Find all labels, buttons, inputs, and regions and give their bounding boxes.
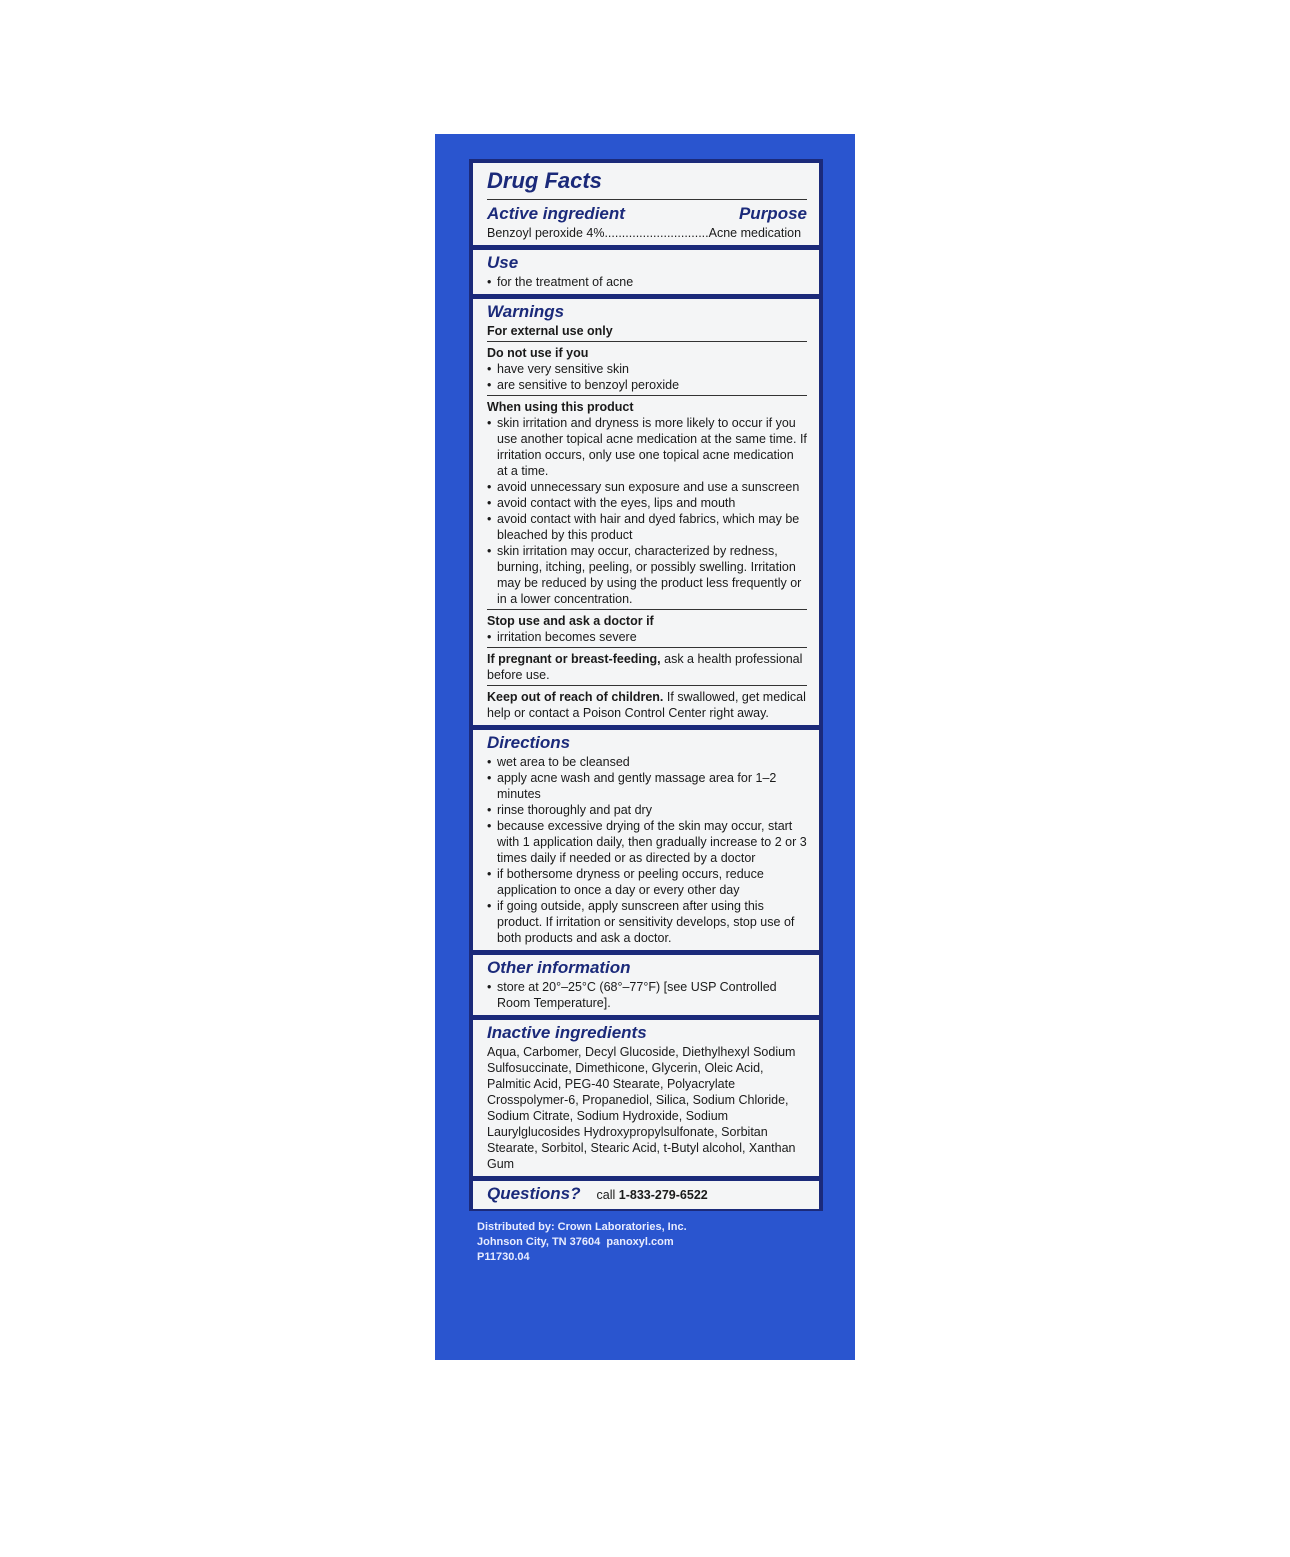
- divider: [487, 647, 807, 648]
- list-item: • avoid unnecessary sun exposure and use a sunscreen: [487, 479, 807, 495]
- directions-heading: Directions: [487, 733, 571, 752]
- list-item: • wet area to be cleansed: [487, 754, 807, 770]
- list-item: • apply acne wash and gently massage area for 1–2 minutes: [487, 770, 807, 802]
- list-item: • avoid contact with the eyes, lips and mouth: [487, 495, 807, 511]
- list-item: • if bothersome dryness or peeling occurs, reduce application to once a day or every other day: [487, 866, 807, 898]
- questions-contact: [597, 1187, 708, 1203]
- list-item: • because excessive drying of the skin may occur, start with 1 application daily, then gradually increase to 2 or 3 times daily if needed or as directed by a doctor: [487, 818, 807, 866]
- stop-use-list: [487, 629, 807, 645]
- divider: [487, 341, 807, 342]
- children-label: Keep out of reach of children.: [487, 690, 664, 704]
- active-ingredient-name: Benzoyl peroxide 4%: [487, 226, 605, 240]
- questions-heading: Questions?: [487, 1184, 581, 1203]
- active-ingredient-row: [487, 225, 807, 241]
- stop-use-label: Stop use and ask a doctor if: [487, 614, 654, 628]
- list-item: • skin irritation and dryness is more likely to occur if you use another topical acne medication at the same time. If irritation occurs, only use one topical acne medication at a time.: [487, 415, 807, 479]
- call-label: call: [596, 1188, 616, 1202]
- active-header-row: [487, 203, 807, 225]
- active-ingredient-purpose: Acne medication: [708, 226, 802, 240]
- pregnancy-warning: [487, 651, 807, 683]
- inactive-ingredients-text: Aqua, Carbomer, Decyl Glucoside, Diethylhexyl Sodium Sulfosuccinate, Dimethicone, Glycerin, Oleic Acid, Palmitic Acid, PEG-40 Stearate, Polyacrylate Crosspolymer-6, Propanediol, Silica, Sodium Chloride, Sodium Citrate, Sodium Hydroxide, Sodium Laurylglucosides Hydroxypropylsulfonate, Sorbitan Stearate, Sorbitol, Stearic Acid, t-Butyl alcohol, Xanthan Gum: [487, 1045, 796, 1171]
- divider: [487, 395, 807, 396]
- directions-section: [472, 729, 820, 951]
- distributor-line: Distributed by: Crown Laboratories, Inc.: [477, 1221, 687, 1233]
- list-item: • store at 20°–25°C (68°–77°F) [see USP Controlled Room Temperature].: [487, 979, 807, 1011]
- other-information-list: [487, 979, 807, 1011]
- questions-row: [487, 1183, 807, 1205]
- divider: [487, 685, 807, 686]
- list-item: • rinse thoroughly and pat dry: [487, 802, 807, 818]
- other-information-heading: Other information: [487, 958, 631, 977]
- active-ingredient-heading: Active ingredient: [487, 204, 625, 223]
- drug-facts-title: Drug Facts: [487, 168, 602, 193]
- phone-number: 1-833-279-6522: [618, 1188, 708, 1202]
- use-list: [487, 274, 807, 290]
- distributor-address: Johnson City, TN 37604 panoxyl.com: [477, 1236, 674, 1248]
- drug-facts-panel: [469, 159, 823, 1211]
- list-item: • for the treatment of acne: [487, 274, 807, 290]
- other-information-section: [472, 954, 820, 1016]
- warnings-section: [472, 298, 820, 726]
- product-code: P11730.04: [477, 1251, 530, 1263]
- use-heading: Use: [487, 253, 519, 272]
- list-item: • skin irritation may occur, characterized by redness, burning, itching, peeling, or possibly swelling. Irritation may be reduced by using the product less frequently or in a lower concentration.: [487, 543, 807, 607]
- leader-dots: ..............................: [604, 226, 709, 240]
- children-warning: [487, 689, 807, 721]
- pregnancy-label: If pregnant or breast-feeding,: [487, 652, 661, 666]
- inactive-ingredients-heading: Inactive ingredients: [487, 1023, 647, 1042]
- do-not-use-label: Do not use if you: [487, 346, 589, 360]
- list-item: • are sensitive to benzoyl peroxide: [487, 377, 807, 393]
- inactive-ingredients-section: [472, 1019, 820, 1177]
- warnings-heading: Warnings: [487, 302, 565, 321]
- children-text: If swallowed, get medical help or contact a Poison Control Center right away.: [487, 690, 806, 720]
- pregnancy-text: ask a health professional before use.: [487, 652, 803, 682]
- external-use-note: For external use only: [487, 324, 613, 338]
- divider: [487, 609, 807, 610]
- when-using-label: When using this product: [487, 400, 634, 414]
- distributor-info: [477, 1220, 687, 1265]
- list-item: • avoid contact with hair and dyed fabrics, which may be bleached by this product: [487, 511, 807, 543]
- active-ingredient-section: [472, 162, 820, 246]
- list-item: • irritation becomes severe: [487, 629, 807, 645]
- questions-section: [472, 1180, 820, 1210]
- when-using-list: [487, 415, 807, 607]
- use-section: [472, 249, 820, 295]
- purpose-heading: Purpose: [738, 204, 807, 223]
- divider: [487, 199, 807, 200]
- list-item: • if going outside, apply sunscreen after using this product. If irritation or sensitivity develops, stop use of both products and ask a doctor.: [487, 898, 807, 946]
- directions-list: [487, 754, 807, 946]
- list-item: • have very sensitive skin: [487, 361, 807, 377]
- do-not-use-list: [487, 361, 807, 393]
